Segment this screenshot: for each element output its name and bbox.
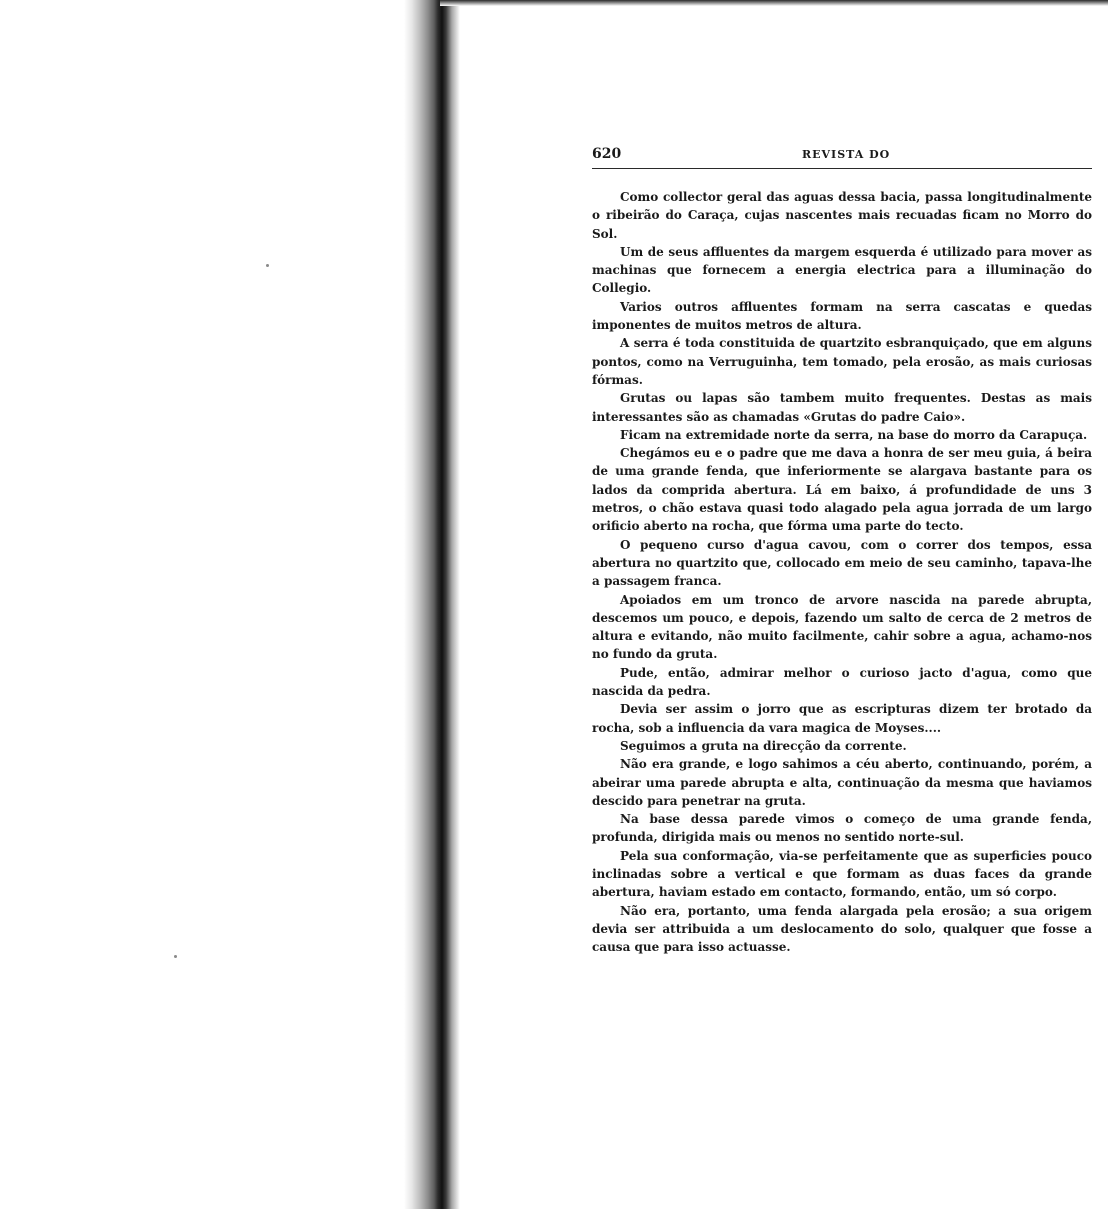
paragraph: Como collector geral das aguas dessa bacia, passa longitudinalmente o ribeirão do Caraça, cujas nascentes mais recuadas ficam no Morro do Sol. [592,190,1092,241]
page-number: 620 [592,146,622,162]
paragraph: Na base dessa parede vimos o começo de uma grande fenda, profunda, dirigida mais ou menos no sentido norte-sul. [592,812,1092,845]
paragraph: Chegámos eu e o padre que me dava a honra de ser meu guia, á beira de uma grande fenda, que inferiormente se alargava bastante para os lados da comprida abertura. Lá em baixo, á profundidade de uns 3 metros, o chão estava quasi todo alagado pela agua jorrada de um largo orificio aberto na rocha, que fórma uma parte do tecto. [592,446,1092,534]
paragraph: Apoiados em um tronco de arvore nascida na parede abrupta, descemos um pouco, e depois, fazendo um salto de cerca de 2 metros de altura e evitando, não muito facilmente, cahir sobre a agua, achamo-nos no fundo da gruta. [592,592,1092,662]
paper-speck [174,955,177,958]
paper-speck [266,264,269,267]
paragraph: Varios outros affluentes formam na serra cascatas e quedas imponentes de muitos metros de altura. [592,299,1092,333]
paragraph: A serra é toda constituida de quartzito esbranquiçado, que em alguns pontos, como na Verruguinha, tem tomado, pela erosão, as mais curiosas fórmas. [592,336,1092,387]
paragraph: Seguimos a gruta na direcção da corrente. [620,738,907,753]
right-page [460,0,1108,1209]
paragraph: Pela sua conformação, via-se perfeitamente que as superficies pouco inclinadas sobre a vertical e que formam as duas faces da grande abertura, haviam estado em contacto, formando, então, um só corpo. [592,848,1092,900]
paragraph: O pequeno curso d'agua cavou, com o correr dos tempos, essa abertura no quartzito que, collocado em meio de seu caminho, tapava-lhe a passagem franca. [592,537,1092,589]
running-head [592,146,1092,166]
paragraph: Não era, portanto, uma fenda alargada pela erosão; a sua origem devia ser attribuida a um deslocamento do solo, qualquer que fosse a causa que para isso actuasse. [592,903,1092,955]
paragraph: Pude, então, admirar melhor o curioso jacto d'agua, como que nascida da pedra. [592,665,1092,699]
article-body [592,188,1092,1068]
paragraph: Ficam na extremidade norte da serra, na base do morro da Carapuça. [620,427,1088,442]
header-rule [592,168,1092,169]
paragraph: Um de seus affluentes da margem esquerda é utilizado para mover as machinas que fornecem a energia electrica para a illuminação do Collegio. [592,244,1092,296]
book-gutter-shadow [404,0,460,1209]
paragraph: Não era grande, e logo sahimos a céu aberto, continuando, porém, a abeirar uma parede abrupta e alta, continuação da mesma que haviamos descido para penetrar na gruta. [592,757,1092,808]
paragraph: Grutas ou lapas são tambem muito frequentes. Destas as mais interessantes são as chamadas «Grutas do padre Caio». [592,391,1092,424]
journal-title: REVISTA DO [802,148,891,161]
paragraph: Devia ser assim o jorro que as escripturas dizem ter brotado da rocha, sob a influencia da vara magica de Moyses.... [592,702,1092,735]
blank-left-page [0,0,420,1209]
